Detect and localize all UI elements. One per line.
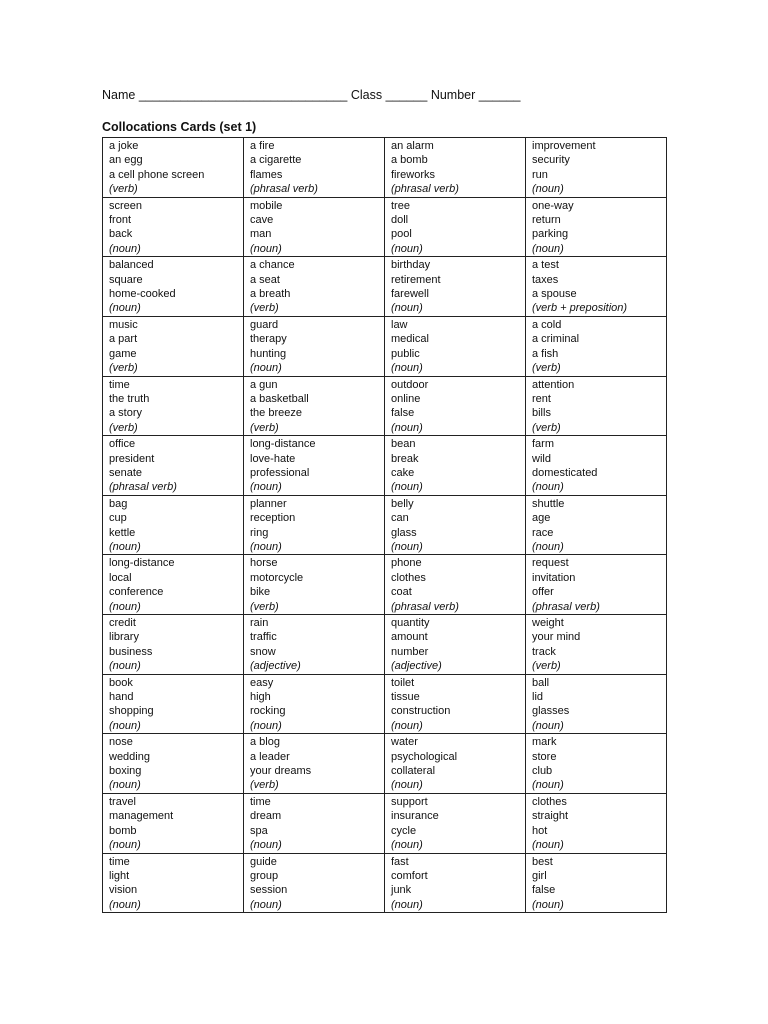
part-of-speech-label: (noun) — [532, 839, 564, 852]
card-word: hand — [109, 691, 134, 704]
card-word: attention — [532, 378, 575, 391]
card-word: cycle — [391, 824, 417, 837]
card-word: horse — [250, 557, 278, 570]
card-word: office — [109, 438, 136, 451]
part-of-speech-label: (noun) — [250, 242, 282, 255]
number-label: Number — [430, 88, 476, 102]
card-row — [103, 793, 667, 853]
collocation-card — [526, 197, 667, 257]
part-of-speech-label: (noun) — [250, 481, 282, 494]
part-of-speech-label: (noun) — [250, 540, 282, 553]
collocation-card — [103, 555, 244, 615]
part-of-speech-label: (noun) — [109, 779, 141, 792]
part-of-speech-label: (noun) — [109, 540, 141, 553]
part-of-speech-label: (phrasal verb) — [391, 183, 459, 196]
cards-body — [103, 138, 667, 913]
card-word: mobile — [250, 199, 283, 212]
card-word: nose — [109, 736, 133, 749]
collocation-card — [526, 436, 667, 496]
card-word: travel — [109, 795, 136, 808]
collocation-card — [244, 495, 385, 555]
card-word: a criminal — [532, 333, 580, 346]
card-word: improvement — [532, 140, 596, 152]
card-word: a leader — [250, 750, 290, 763]
card-word: cup — [109, 512, 127, 525]
card-word: farm — [532, 438, 554, 451]
card-word: security — [532, 154, 570, 167]
card-word: library — [109, 631, 139, 644]
collocation-card — [244, 436, 385, 496]
card-word: a fish — [532, 347, 559, 360]
card-word: kettle — [109, 526, 136, 539]
part-of-speech-label: (verb) — [250, 779, 279, 792]
card-word: mark — [532, 736, 557, 749]
collocation-card — [385, 734, 526, 794]
collocation-card — [385, 197, 526, 257]
card-row — [103, 138, 667, 198]
part-of-speech-label: (noun) — [250, 362, 282, 375]
card-word: a spouse — [532, 288, 577, 301]
part-of-speech-label: (phrasal verb) — [109, 481, 177, 494]
collocation-card — [385, 853, 526, 913]
card-word: ball — [532, 676, 550, 689]
collocation-card — [526, 674, 667, 734]
part-of-speech-label: (adjective) — [391, 660, 442, 673]
card-word: credit — [109, 617, 136, 629]
card-word: glasses — [532, 705, 570, 718]
card-word: false — [391, 407, 415, 420]
card-word: your mind — [532, 631, 581, 644]
page-title: Collocations Cards (set 1) — [102, 120, 257, 134]
card-word: bills — [532, 407, 551, 420]
card-word: time — [109, 378, 130, 391]
card-word: store — [532, 750, 557, 763]
part-of-speech-label: (noun) — [391, 421, 423, 434]
part-of-speech-label: (verb) — [250, 600, 279, 613]
card-word: the truth — [109, 392, 150, 405]
card-word: snow — [250, 645, 276, 658]
part-of-speech-label: (verb + preposition) — [532, 302, 628, 315]
card-word: straight — [532, 810, 569, 823]
collocation-card — [103, 257, 244, 317]
card-word: easy — [250, 676, 274, 689]
card-word: hunting — [250, 347, 287, 360]
student-info-line — [102, 88, 521, 102]
collocation-card — [244, 615, 385, 675]
collocation-card — [244, 793, 385, 853]
part-of-speech-label: (noun) — [391, 242, 423, 255]
collocation-card — [244, 316, 385, 376]
card-word: fast — [391, 855, 409, 868]
part-of-speech-label: (verb) — [532, 421, 561, 434]
collocation-card — [526, 316, 667, 376]
card-word: flames — [250, 168, 283, 181]
card-word: long-distance — [109, 557, 175, 570]
card-word: invitation — [532, 571, 576, 584]
card-word: hot — [532, 824, 548, 837]
collocation-card — [244, 674, 385, 734]
part-of-speech-label: (noun) — [391, 540, 423, 553]
card-word: quantity — [391, 617, 430, 629]
card-word: a gun — [250, 378, 278, 391]
card-word: taxes — [532, 273, 559, 286]
collocation-card — [244, 197, 385, 257]
card-word: bean — [391, 438, 416, 451]
card-word: your dreams — [250, 765, 312, 778]
collocation-card — [385, 793, 526, 853]
card-row — [103, 674, 667, 734]
card-word: spa — [250, 824, 268, 837]
card-word: a bomb — [391, 154, 428, 167]
card-word: domesticated — [532, 466, 598, 479]
part-of-speech-label: (noun) — [109, 242, 141, 255]
card-word: group — [250, 869, 279, 882]
collocation-card — [385, 138, 526, 198]
name-label: Name — [102, 88, 136, 102]
card-word: a breath — [250, 288, 291, 301]
card-word: clothes — [391, 571, 426, 584]
part-of-speech-label: (verb) — [532, 660, 561, 673]
card-word: vision — [109, 884, 138, 897]
card-word: birthday — [391, 259, 431, 272]
card-word: request — [532, 557, 569, 570]
part-of-speech-label: (noun) — [391, 839, 423, 852]
card-word: wild — [532, 452, 551, 465]
card-word: parking — [532, 228, 569, 241]
card-word: fireworks — [391, 168, 436, 181]
collocation-card — [526, 495, 667, 555]
part-of-speech-label: (noun) — [391, 779, 423, 792]
card-word: belly — [391, 497, 414, 510]
card-word: management — [109, 810, 174, 823]
card-word: planner — [250, 497, 287, 510]
card-word: club — [532, 765, 553, 778]
card-word: public — [391, 347, 420, 360]
card-word: toilet — [391, 676, 415, 689]
collocation-card — [244, 734, 385, 794]
card-word: coat — [391, 586, 412, 599]
card-row — [103, 257, 667, 317]
card-word: an egg — [109, 154, 143, 167]
card-word: conference — [109, 586, 164, 599]
collocation-card — [103, 615, 244, 675]
card-word: senate — [109, 466, 143, 479]
card-word: a seat — [250, 273, 280, 286]
card-row — [103, 615, 667, 675]
card-word: amount — [391, 631, 428, 644]
card-word: best — [532, 855, 553, 868]
card-word: lid — [532, 691, 544, 704]
card-word: collateral — [391, 765, 436, 778]
card-word: light — [109, 869, 130, 882]
card-word: a chance — [250, 259, 295, 272]
part-of-speech-label: (noun) — [109, 839, 141, 852]
card-word: book — [109, 676, 133, 689]
collocation-card — [103, 138, 244, 198]
collocation-card — [103, 495, 244, 555]
card-word: balanced — [109, 259, 154, 272]
collocation-card — [526, 853, 667, 913]
collocation-card — [244, 555, 385, 615]
part-of-speech-label: (noun) — [532, 540, 564, 553]
part-of-speech-label: (noun) — [532, 779, 564, 792]
card-word: outdoor — [391, 378, 429, 391]
card-word: session — [250, 884, 288, 897]
card-word: law — [391, 318, 408, 331]
card-word: a cigarette — [250, 154, 302, 167]
card-word: pool — [391, 228, 412, 241]
collocation-card — [244, 376, 385, 436]
card-word: glass — [391, 526, 417, 539]
part-of-speech-label: (noun) — [391, 898, 423, 911]
collocation-card — [103, 674, 244, 734]
card-word: bike — [250, 586, 271, 599]
card-word: doll — [391, 214, 409, 227]
collocation-card — [526, 138, 667, 198]
class-label: Class — [350, 88, 383, 102]
collocation-card — [526, 615, 667, 675]
card-word: tissue — [391, 691, 420, 704]
card-word: a joke — [109, 140, 139, 152]
collocation-card — [526, 257, 667, 317]
card-word: online — [391, 392, 421, 405]
collocation-card — [526, 734, 667, 794]
collocation-card — [526, 555, 667, 615]
part-of-speech-label: (verb) — [250, 421, 279, 434]
part-of-speech-label: (noun) — [532, 183, 564, 196]
card-word: water — [391, 736, 418, 749]
collocation-card — [385, 376, 526, 436]
collocation-card — [385, 615, 526, 675]
card-word: time — [250, 795, 271, 808]
card-word: president — [109, 452, 155, 465]
part-of-speech-label: (noun) — [391, 481, 423, 494]
card-word: a fire — [250, 140, 275, 152]
part-of-speech-label: (phrasal verb) — [250, 183, 318, 196]
collocation-card — [385, 555, 526, 615]
collocation-card — [526, 376, 667, 436]
card-word: a basketball — [250, 392, 309, 405]
part-of-speech-label: (verb) — [109, 421, 138, 434]
card-word: race — [532, 526, 554, 539]
card-word: home-cooked — [109, 288, 176, 301]
card-word: ring — [250, 526, 269, 539]
part-of-speech-label: (verb) — [250, 302, 279, 315]
card-word: bag — [109, 497, 128, 510]
card-word: farewell — [391, 288, 429, 301]
card-word: a test — [532, 259, 559, 272]
card-word: business — [109, 645, 153, 658]
card-word: boxing — [109, 765, 142, 778]
card-word: therapy — [250, 333, 287, 346]
card-word: run — [532, 168, 548, 181]
collocation-card — [244, 853, 385, 913]
card-word: rocking — [250, 705, 286, 718]
card-word: retirement — [391, 273, 441, 286]
part-of-speech-label: (noun) — [109, 719, 141, 732]
number-field[interactable]: ______ — [478, 88, 521, 102]
card-row — [103, 555, 667, 615]
part-of-speech-label: (noun) — [391, 719, 423, 732]
collocation-card — [385, 436, 526, 496]
card-word: rent — [532, 392, 551, 405]
part-of-speech-label: (noun) — [109, 898, 141, 911]
part-of-speech-label: (verb) — [109, 183, 138, 196]
collocation-card — [244, 257, 385, 317]
collocation-card — [526, 793, 667, 853]
card-word: cake — [391, 466, 415, 479]
card-word: wedding — [109, 750, 150, 763]
part-of-speech-label: (noun) — [250, 839, 282, 852]
card-word: bomb — [109, 824, 137, 837]
card-word: construction — [391, 705, 451, 718]
card-word: a cell phone screen — [109, 168, 205, 181]
card-word: game — [109, 347, 137, 360]
card-word: a story — [109, 407, 143, 420]
collocation-card — [385, 316, 526, 376]
card-word: long-distance — [250, 438, 316, 451]
card-word: front — [109, 214, 132, 227]
part-of-speech-label: (noun) — [391, 302, 423, 315]
collocation-card — [103, 436, 244, 496]
card-word: a part — [109, 333, 138, 346]
card-word: man — [250, 228, 272, 241]
part-of-speech-label: (phrasal verb) — [391, 600, 459, 613]
card-word: support — [391, 795, 428, 808]
part-of-speech-label: (noun) — [109, 600, 141, 613]
card-word: shuttle — [532, 497, 565, 510]
card-word: guard — [250, 318, 279, 331]
card-row — [103, 436, 667, 496]
card-word: number — [391, 645, 429, 658]
card-word: professional — [250, 466, 310, 479]
card-word: motorcycle — [250, 571, 304, 584]
collocation-card — [103, 376, 244, 436]
collocation-card — [385, 495, 526, 555]
card-word: age — [532, 512, 551, 525]
card-row — [103, 853, 667, 913]
card-row — [103, 495, 667, 555]
card-word: guide — [250, 855, 277, 868]
card-word: psychological — [391, 750, 458, 763]
card-word: local — [109, 571, 132, 584]
card-word: rain — [250, 617, 269, 629]
part-of-speech-label: (noun) — [532, 719, 564, 732]
card-word: return — [532, 214, 561, 227]
card-word: screen — [109, 199, 143, 212]
card-word: reception — [250, 512, 296, 525]
part-of-speech-label: (noun) — [532, 898, 564, 911]
card-word: track — [532, 645, 556, 658]
card-word: a blog — [250, 736, 280, 749]
collocation-card — [385, 257, 526, 317]
card-word: false — [532, 884, 556, 897]
card-word: love-hate — [250, 452, 296, 465]
part-of-speech-label: (noun) — [250, 898, 282, 911]
card-word: tree — [391, 199, 410, 212]
name-field[interactable]: ______________________________ — [138, 88, 348, 102]
card-word: dream — [250, 810, 282, 823]
collocation-cards-table — [102, 137, 667, 913]
card-word: a cold — [532, 318, 562, 331]
card-word: medical — [391, 333, 429, 346]
collocation-card — [103, 316, 244, 376]
card-word: phone — [391, 557, 422, 570]
part-of-speech-label: (phrasal verb) — [532, 600, 600, 613]
part-of-speech-label: (noun) — [250, 719, 282, 732]
card-word: high — [250, 691, 271, 704]
card-word: girl — [532, 869, 547, 882]
card-word: weight — [532, 617, 564, 629]
card-word: junk — [391, 884, 412, 897]
collocation-card — [385, 674, 526, 734]
card-row — [103, 197, 667, 257]
part-of-speech-label: (verb) — [532, 362, 561, 375]
card-word: break — [391, 452, 419, 465]
card-word: an alarm — [391, 140, 434, 152]
class-field[interactable]: ______ — [385, 88, 428, 102]
card-word: music — [109, 318, 138, 331]
part-of-speech-label: (noun) — [532, 481, 564, 494]
card-word: square — [109, 273, 143, 286]
collocation-card — [244, 138, 385, 198]
card-row — [103, 316, 667, 376]
collocation-card — [103, 734, 244, 794]
part-of-speech-label: (noun) — [109, 660, 141, 673]
card-word: cave — [250, 214, 274, 227]
card-word: time — [109, 855, 130, 868]
card-word: offer — [532, 586, 554, 599]
card-word: comfort — [391, 869, 428, 882]
part-of-speech-label: (verb) — [109, 362, 138, 375]
card-word: insurance — [391, 810, 439, 823]
card-word: one-way — [532, 199, 574, 212]
card-word: back — [109, 228, 133, 241]
card-row — [103, 376, 667, 436]
part-of-speech-label: (adjective) — [250, 660, 301, 673]
collocation-card — [103, 197, 244, 257]
part-of-speech-label: (noun) — [391, 362, 423, 375]
card-word: the breeze — [250, 407, 302, 420]
collocation-card — [103, 793, 244, 853]
card-word: shopping — [109, 705, 154, 718]
card-word: clothes — [532, 795, 567, 808]
card-word: can — [391, 512, 409, 525]
card-row — [103, 734, 667, 794]
part-of-speech-label: (noun) — [532, 242, 564, 255]
card-word: traffic — [250, 631, 277, 644]
part-of-speech-label: (noun) — [109, 302, 141, 315]
collocation-card — [103, 853, 244, 913]
